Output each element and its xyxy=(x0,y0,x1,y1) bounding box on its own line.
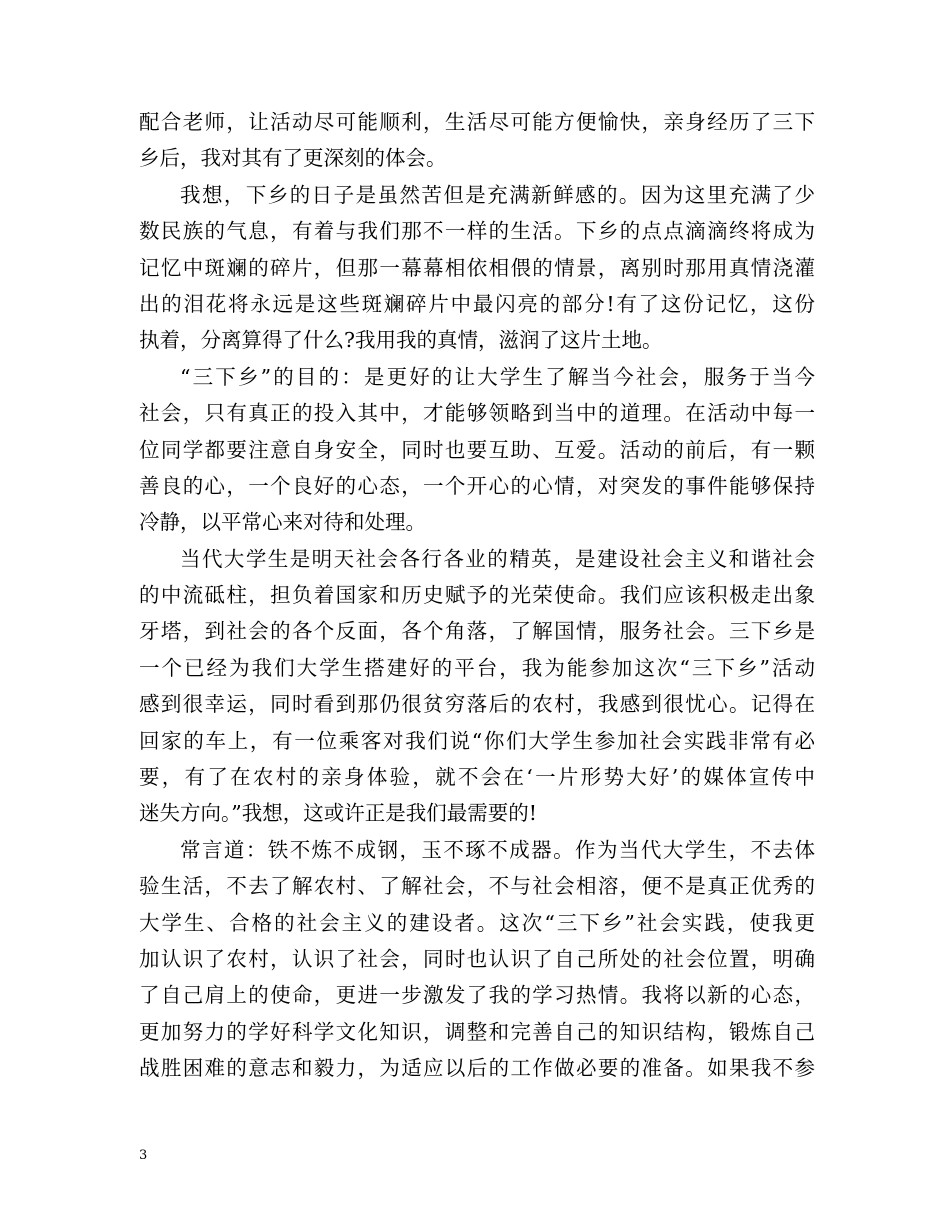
text-line: 配合老师，让活动尽可能顺利，生活尽可能方便愉快，亲身经历了三下 xyxy=(139,110,815,134)
page-number: 3 xyxy=(139,1148,148,1163)
text-line: 的中流砥柱，担负着国家和历史赋予的光荣使命。我们应该积极走出象 xyxy=(139,583,815,608)
text-line: 回家的车上，有一位乘客对我们说“你们大学生参加社会实践非常有必 xyxy=(139,728,815,753)
text-line: 更加努力的学好科学文化知识，调整和完善自己的知识结构，锻炼自己 xyxy=(139,1019,815,1044)
text-line: 要，有了在农村的亲身体验，就不会在‘一片形势大好’的媒体宣传中 xyxy=(139,765,815,790)
text-line: 迷失方向。”我想，这或许正是我们最需要的! xyxy=(139,801,537,826)
text-line: 乡后，我对其有了更深刻的体会。 xyxy=(139,146,447,171)
text-line: 当代大学生是明天社会各行各业的精英，是建设社会主义和谐社会 xyxy=(180,546,815,571)
text-line: 善良的心，一个良好的心态，一个开心的心情，对突发的事件能够保持 xyxy=(139,473,815,498)
text-line: 牙塔，到社会的各个反面，各个角落，了解国情，服务社会。三下乡是 xyxy=(139,619,815,644)
paragraph xyxy=(139,832,815,1087)
text-line: 加认识了农村，认识了社会，同时也认识了自己所处的社会位置，明确 xyxy=(139,946,815,971)
text-line: 冷静，以平常心来对待和处理。 xyxy=(139,510,426,535)
text-line: 大学生、合格的社会主义的建设者。这次“三下乡”社会实践，使我更 xyxy=(139,910,815,935)
text-line: 执着，分离算得了什么?我用我的真情，滋润了这片土地。 xyxy=(139,328,663,353)
text-line: 位同学都要注意自身安全，同时也要互助、互爱。活动的前后，有一颗 xyxy=(139,437,815,462)
paragraph xyxy=(139,104,815,177)
text-line: 验生活，不去了解农村、了解社会，不与社会相溶，便不是真正优秀的 xyxy=(139,874,815,899)
text-line: 出的泪花将永远是这些斑斓碎片中最闪亮的部分!有了这份记忆，这份 xyxy=(139,291,815,316)
text-line: 记忆中斑斓的碎片，但那一幕幕相依相偎的情景，离别时那用真情浇灌 xyxy=(139,255,815,280)
body-text xyxy=(139,104,815,1087)
text-line: 社会，只有真正的投入其中，才能够领略到当中的道理。在活动中每一 xyxy=(139,401,815,426)
paragraph xyxy=(139,541,815,832)
text-line: 战胜困难的意志和毅力，为适应以后的工作做必要的准备。如果我不参 xyxy=(139,1056,815,1081)
text-line: 感到很幸运，同时看到那仍很贫穷落后的农村，我感到很忧心。记得在 xyxy=(139,692,815,717)
text-line: 数民族的气息，有着与我们那不一样的生活。下乡的点点滴滴终将成为 xyxy=(139,219,815,244)
text-line: 了自己肩上的使命，更进一步激发了我的学习热情。我将以新的心态， xyxy=(139,983,815,1008)
paragraph xyxy=(139,359,815,541)
paragraph xyxy=(139,177,815,359)
text-line: “三下乡”的目的：是更好的让大学生了解当今社会，服务于当今 xyxy=(180,364,815,389)
text-line: 我想，下乡的日子是虽然苦但是充满新鲜感的。因为这里充满了少 xyxy=(180,182,815,207)
text-line: 一个已经为我们大学生搭建好的平台，我为能参加这次“三下乡”活动 xyxy=(139,655,815,680)
text-line: 常言道：铁不炼不成钢，玉不琢不成器。作为当代大学生，不去体 xyxy=(180,837,815,862)
